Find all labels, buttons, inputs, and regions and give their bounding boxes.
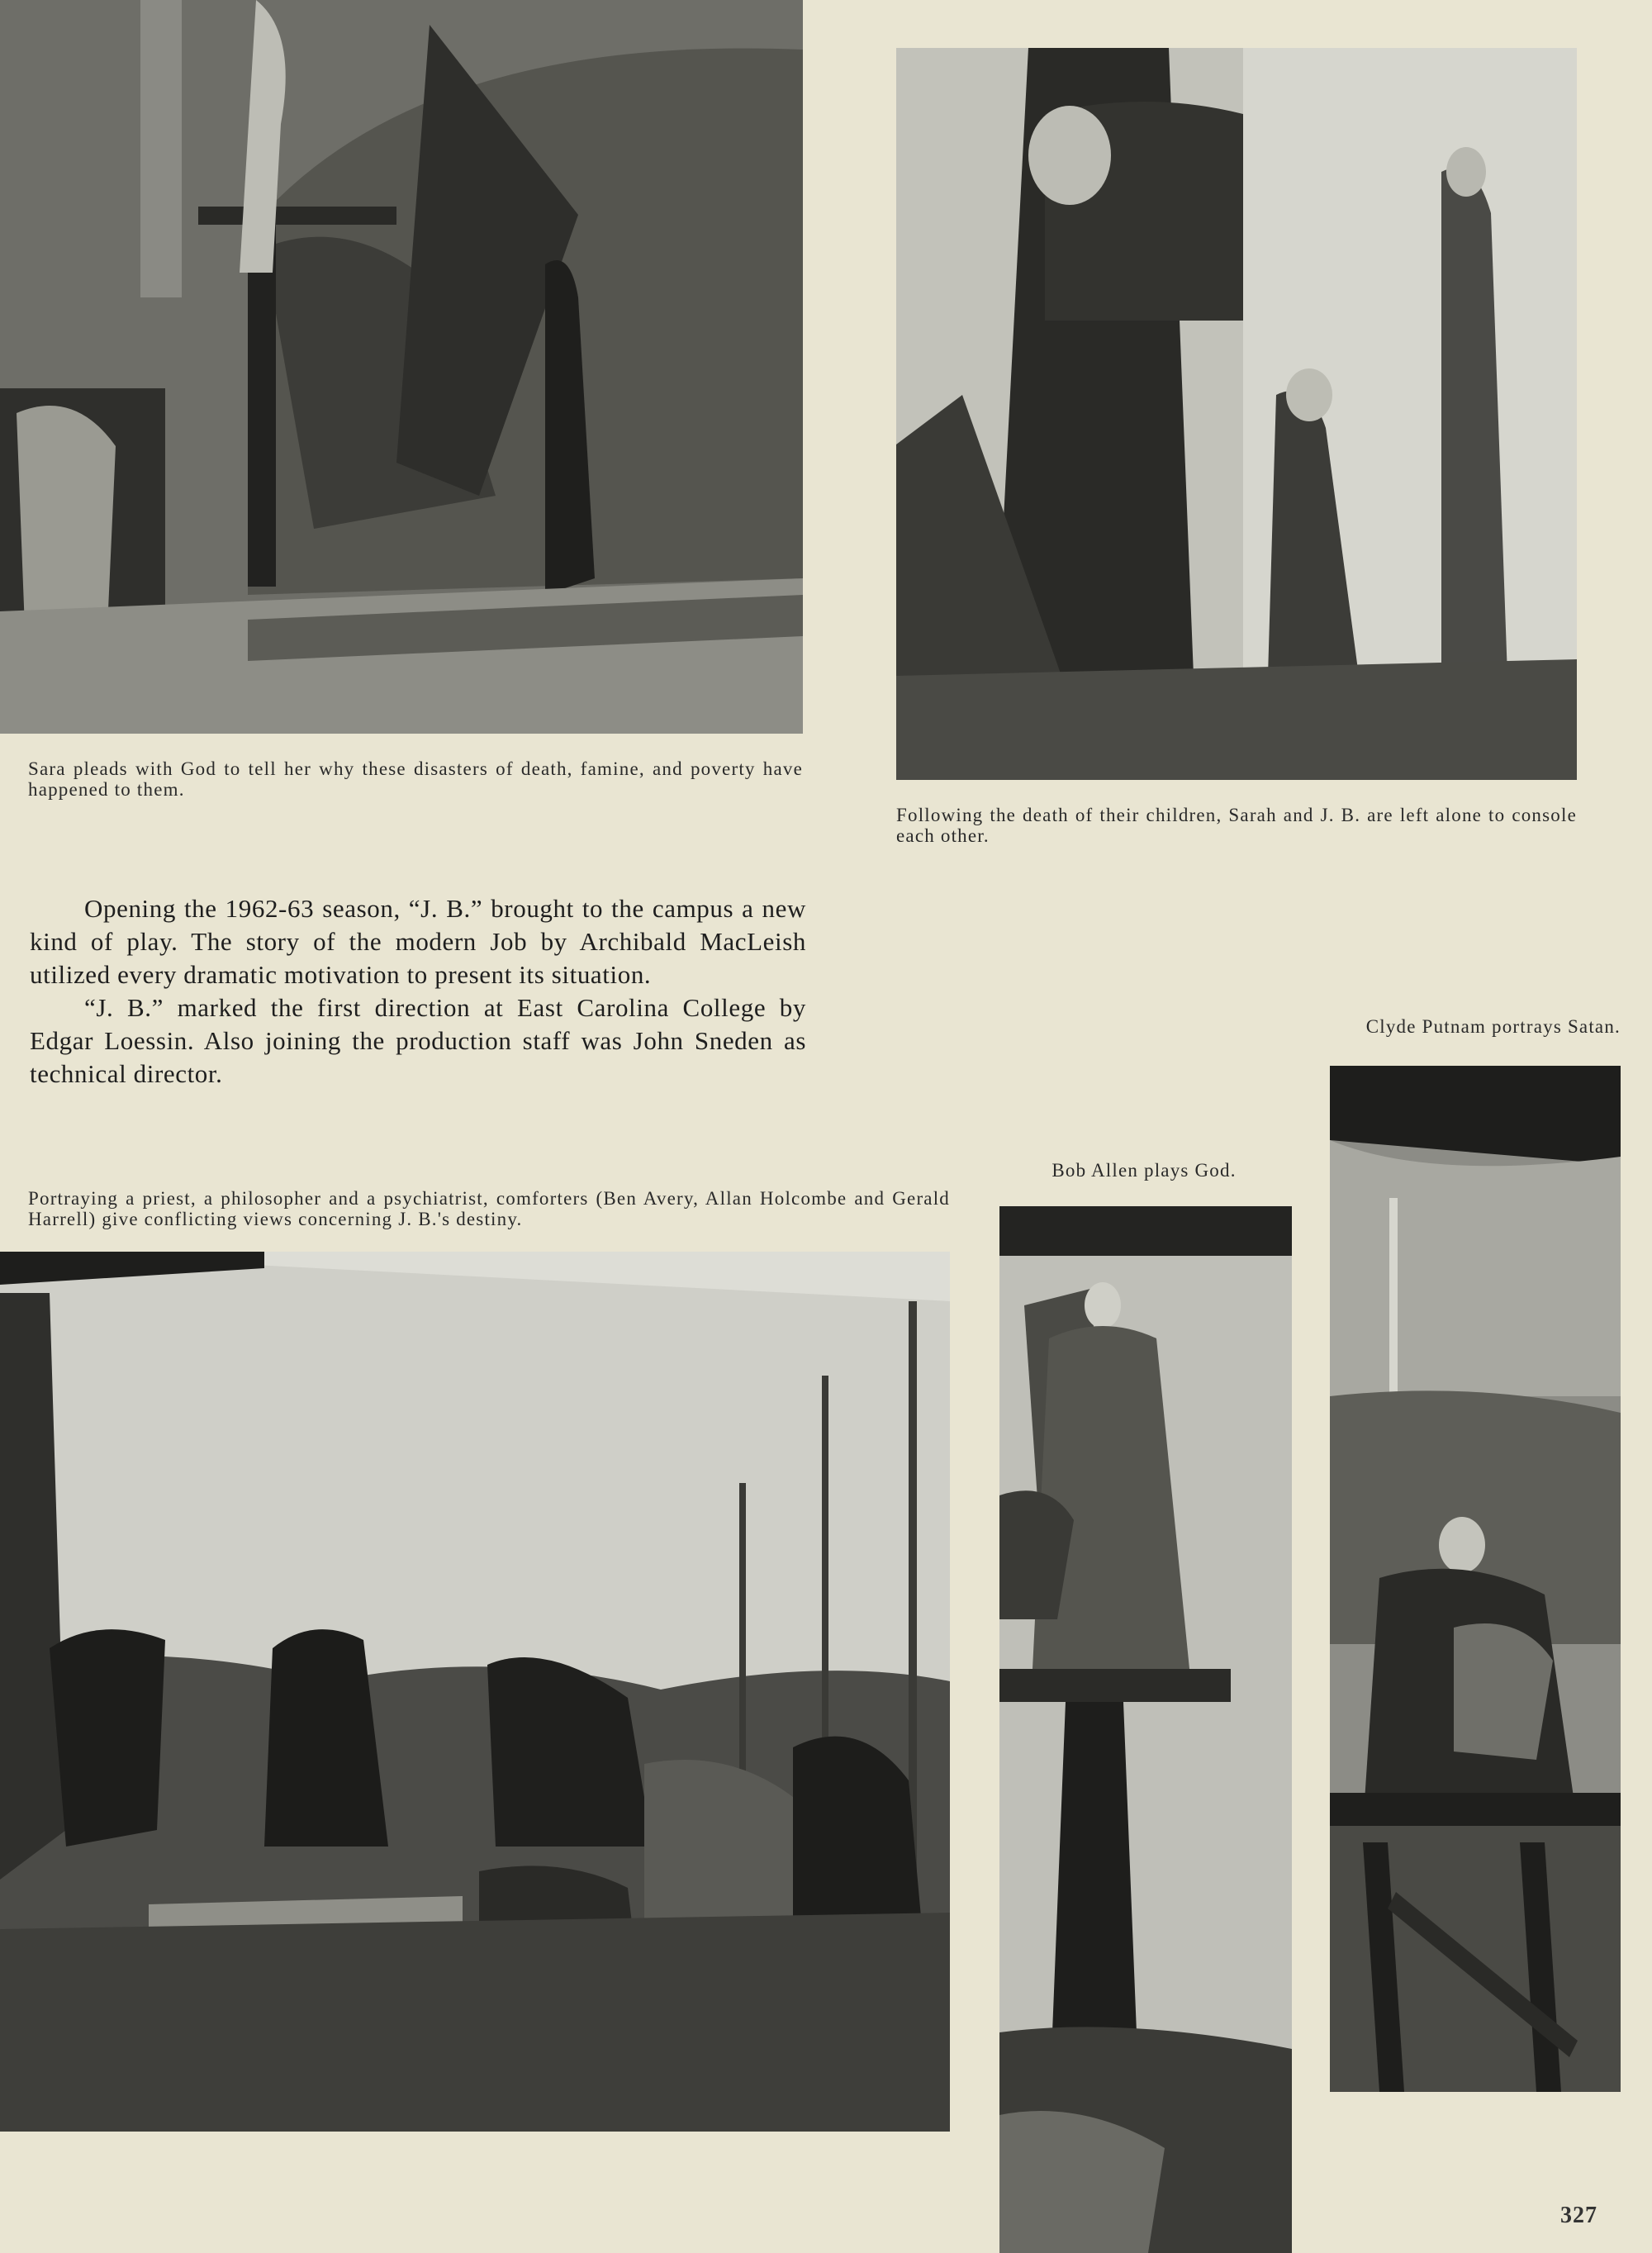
article-paragraph-2: “J. B.” marked the first direction at East Carolina College by Edgar Loessin. Also joining the production staff was John Sneden as technical director. bbox=[30, 993, 806, 1088]
caption-following-death: Following the death of their children, Sarah and J. B. are left alone to console each other. bbox=[896, 805, 1577, 846]
photo-comforters bbox=[0, 1252, 950, 2132]
photo-sarah-and-jb bbox=[896, 48, 1577, 780]
caption-bob-allen: Bob Allen plays God. bbox=[1051, 1160, 1237, 1181]
photo-clyde-putnam-satan bbox=[1330, 1066, 1621, 2092]
photo-bob-allen-god bbox=[999, 1206, 1292, 2253]
article-body bbox=[30, 892, 806, 1091]
photo-sara-pleads bbox=[0, 0, 803, 734]
page-number: 327 bbox=[1560, 2203, 1597, 2228]
article-paragraph-1: Opening the 1962-63 season, “J. B.” brought to the campus a new kind of play. The story of the modern Job by Archibald MacLeish utilized every dramatic motivation to present its situation. bbox=[30, 894, 806, 989]
caption-clyde-putnam: Clyde Putnam portrays Satan. bbox=[1365, 1016, 1621, 1037]
caption-comforters: Portraying a priest, a philosopher and a psychiatrist, comforters (Ben Avery, Allan Holcombe and Gerald Harrell) give conflicting views concerning J. B.'s destiny. bbox=[28, 1188, 950, 1229]
caption-sara-pleads: Sara pleads with God to tell her why these disasters of death, famine, and poverty have happened to them. bbox=[28, 758, 803, 800]
